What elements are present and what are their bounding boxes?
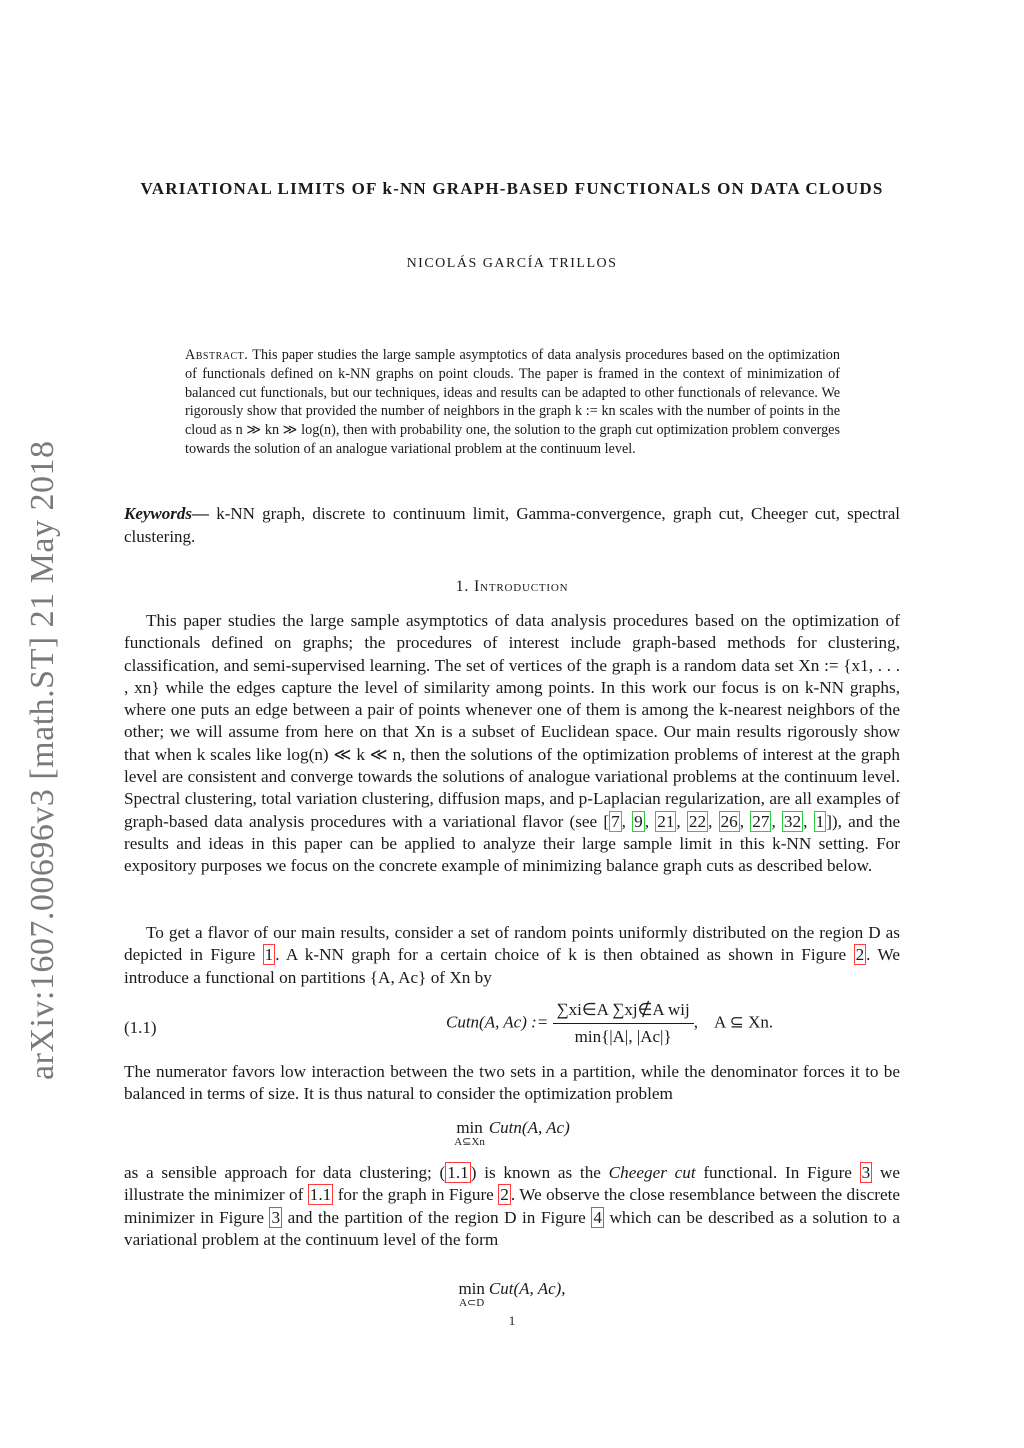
equation-1-1 [124, 1000, 900, 1060]
equation-numerator: ∑xi∈A ∑xj∉A wij [553, 1000, 694, 1024]
page-number: 1 [508, 1313, 516, 1328]
figure-reference-link[interactable]: 3 [271, 1207, 281, 1227]
paragraph-text: ]), and the results and ideas in this paper can be applied to analyze their large sample limit in this k-NN setting. For expository purposes we focus on the concrete example of minimizing balance graph cuts as described below. [124, 811, 901, 876]
paragraph-text: for the graph in Figure [333, 1185, 499, 1205]
paragraph-text: The numerator favors low interaction between the two sets in a partition, while the denominator forces it to be balanced in terms of size. It is thus natural to consider the optimization problem [124, 1062, 900, 1104]
equation-denominator: min{|A|, |Ac|} [574, 1027, 672, 1046]
keywords-text: k-NN graph, discrete to continuum limit, Gamma-convergence, graph cut, Cheeger cut, spectral clustering. [124, 504, 900, 546]
arxiv-identifier-stamp: arXiv:1607.00696v3 [math.ST] 21 May 2018 [24, 440, 61, 1080]
citation-link[interactable]: 9 [634, 811, 643, 831]
equation-reference-link[interactable]: 1.1 [309, 1185, 332, 1205]
paragraph-text: . We observe the close resemblance between the discrete minimizer in Figure [124, 1185, 900, 1227]
abstract-heading: Abstract. [185, 347, 249, 363]
continuum-problem [124, 1279, 900, 1309]
emphasis: Cheeger cut [608, 1163, 696, 1182]
intro-paragraph-2 [124, 922, 900, 989]
paragraph-text: as a sensible approach for data clustering; ( [124, 1163, 446, 1182]
paragraph-text: and the partition of the region D in Figure [282, 1207, 592, 1227]
intro-paragraph-1: This paper studies the large sample asymptotics of data analysis procedures based on the optimization of functionals defined on graphs; the procedures of interest include graph-based methods for clustering, classification, and semi-supervised learning. The set of vertices of the graph is a random data set Xn := {x1, . . . , xn} while the edges capture the level of similarity among points. In this work our focus is on k-NN graphs, where one puts an edge between a pair of points whenever one of them is among the k-nearest neighbors of the other; we will assume from here on that Xn is a subset of Euclidean space. Our main results rigorously show that when k scales like log(n) ≪ k ≪ n, then the solutions of the optimization problems of interest at the graph level are consistent and converge towards the solutions of analogue variational problems at the continuum level. Spectral clustering, total variation clustering, diffusion maps, and p-Laplacian regularization, are all examples of graph-based data analysis procedures with a variational flavor (see [ 7 , 9 , 21 , 22 , 26 , 27 , 32 , 1 ]), and the results and ideas in this paper can be applied to analyze their large sample limit in this k-NN setting. For expository purposes we focus on the concrete example of minimizing balance graph cuts as described below. [124, 611, 901, 876]
abstract-text: This paper studies the large sample asymptotics of data analysis procedures based on the optimization of functionals defined on k-NN graphs on point clouds. The paper is framed in the context of minimization of balanced cut functionals, but our techniques, ideas and results can be adapted to other functionals of relevance. We rigorously show that provided the number of neighbors in the graph k := kn scales with the number of points in the cloud as n ≫ kn ≫ log(n), then with probability one, the solution to the graph cut optimization problem converges towards the solution of an analogue variational problem at the continuum level. [185, 347, 840, 457]
figure-reference-link[interactable]: 1 [264, 945, 274, 965]
citation-link[interactable]: 26 [720, 811, 738, 831]
continuum-expression: Cut(A, Ac), [488, 1279, 566, 1298]
paragraph-text: we illustrate the minimizer of [124, 1163, 901, 1205]
section-heading [124, 578, 900, 596]
intro-paragraph-3 [124, 1061, 900, 1106]
paragraph-text: functional. In Figure [695, 1163, 860, 1182]
section-number: 1. [455, 578, 470, 595]
min-operator [454, 1118, 485, 1148]
equation-reference-link[interactable]: 1.1 [447, 1163, 469, 1182]
intro-paragraph-4 [124, 1162, 900, 1251]
equation-body: Cutn(A, Ac) := $\frac{\text{∑xi∈A ∑xj∉A wij}}{\min\{|A|, |Ac|\}}$ , A ⊆ Xn. [446, 1000, 774, 1046]
abstract [185, 346, 840, 459]
paragraph-text: To get a flavor of our main results, consider a set of random points uniformly distributed on the region D as depicted in Figure [124, 923, 900, 965]
citation-link[interactable]: 32 [783, 811, 802, 831]
figure-reference-link[interactable]: 2 [855, 945, 865, 965]
keywords-heading: Keywords— [124, 504, 209, 523]
section-title: Introduction [474, 578, 569, 595]
keywords [124, 503, 900, 548]
min-label: min [458, 1279, 485, 1298]
paragraph-text: This paper studies the large sample asymptotics of data analysis procedures based on the optimization of functionals defined on graphs; the procedures of interest include graph-based methods for clustering, classification, and semi-supervised learning. The set of vertices of the graph is a random data set Xn := {x1, . . . , xn} while the edges capture the level of similarity among points. In this work our focus is on k-NN graphs, where one puts an edge between a pair of points whenever one of them is among the k-nearest neighbors of the other; we will assume from here on that Xn is a subset of Euclidean space. Our main results rigorously show that when k scales like log(n) ≪ k ≪ n, then the solutions of the optimization problems of interest at the graph level are consistent and converge towards the solutions of analogue variational problems at the continuum level. Spectral clustering, total variation clustering, diffusion maps, and p-Laplacian regularization, are all examples of graph-based data analysis procedures with a variational flavor (see [ [124, 611, 900, 831]
optimization-problem [124, 1118, 900, 1148]
equation-fraction [553, 1000, 694, 1047]
citation-link[interactable]: 22 [688, 811, 707, 831]
figure-reference-link[interactable]: 4 [593, 1207, 602, 1227]
optimization-expression: Cutn(A, Ac) [488, 1118, 570, 1137]
paper-title: VARIATIONAL LIMITS OF k-NN GRAPH-BASED FUNCTIONALS ON DATA CLOUDS [140, 179, 884, 198]
figure-reference-link[interactable]: 2 [500, 1185, 509, 1205]
min-subscript: A⊂D [459, 1297, 485, 1309]
equation-condition: A ⊆ Xn. [714, 1012, 774, 1032]
paragraph-text: . We introduce a functional on partitions {A, Ac} of Xn by [124, 945, 900, 987]
min-label: min [456, 1118, 483, 1137]
author-name: NICOLÁS GARCÍA TRILLOS [406, 256, 618, 271]
paragraph-text: ) is known as the [470, 1163, 609, 1182]
citation-link[interactable]: 1 [815, 811, 825, 831]
min-subscript: A⊆Xn [454, 1136, 485, 1148]
figure-reference-link[interactable]: 3 [861, 1163, 871, 1182]
min-operator [458, 1279, 484, 1309]
equation-number: (1.1) [124, 1018, 157, 1037]
citation-link[interactable]: 7 [611, 811, 620, 831]
paragraph-text: . A k-NN graph for a certain choice of k is then obtained as shown in Figure [275, 945, 854, 965]
citation-link[interactable]: 21 [657, 811, 675, 831]
paragraph-text: which can be described as a solution to a variational problem at the continuum level of the form [124, 1207, 900, 1249]
equation-lhs: Cutn(A, Ac) := [446, 1012, 549, 1032]
citation-link[interactable]: 27 [752, 811, 770, 831]
